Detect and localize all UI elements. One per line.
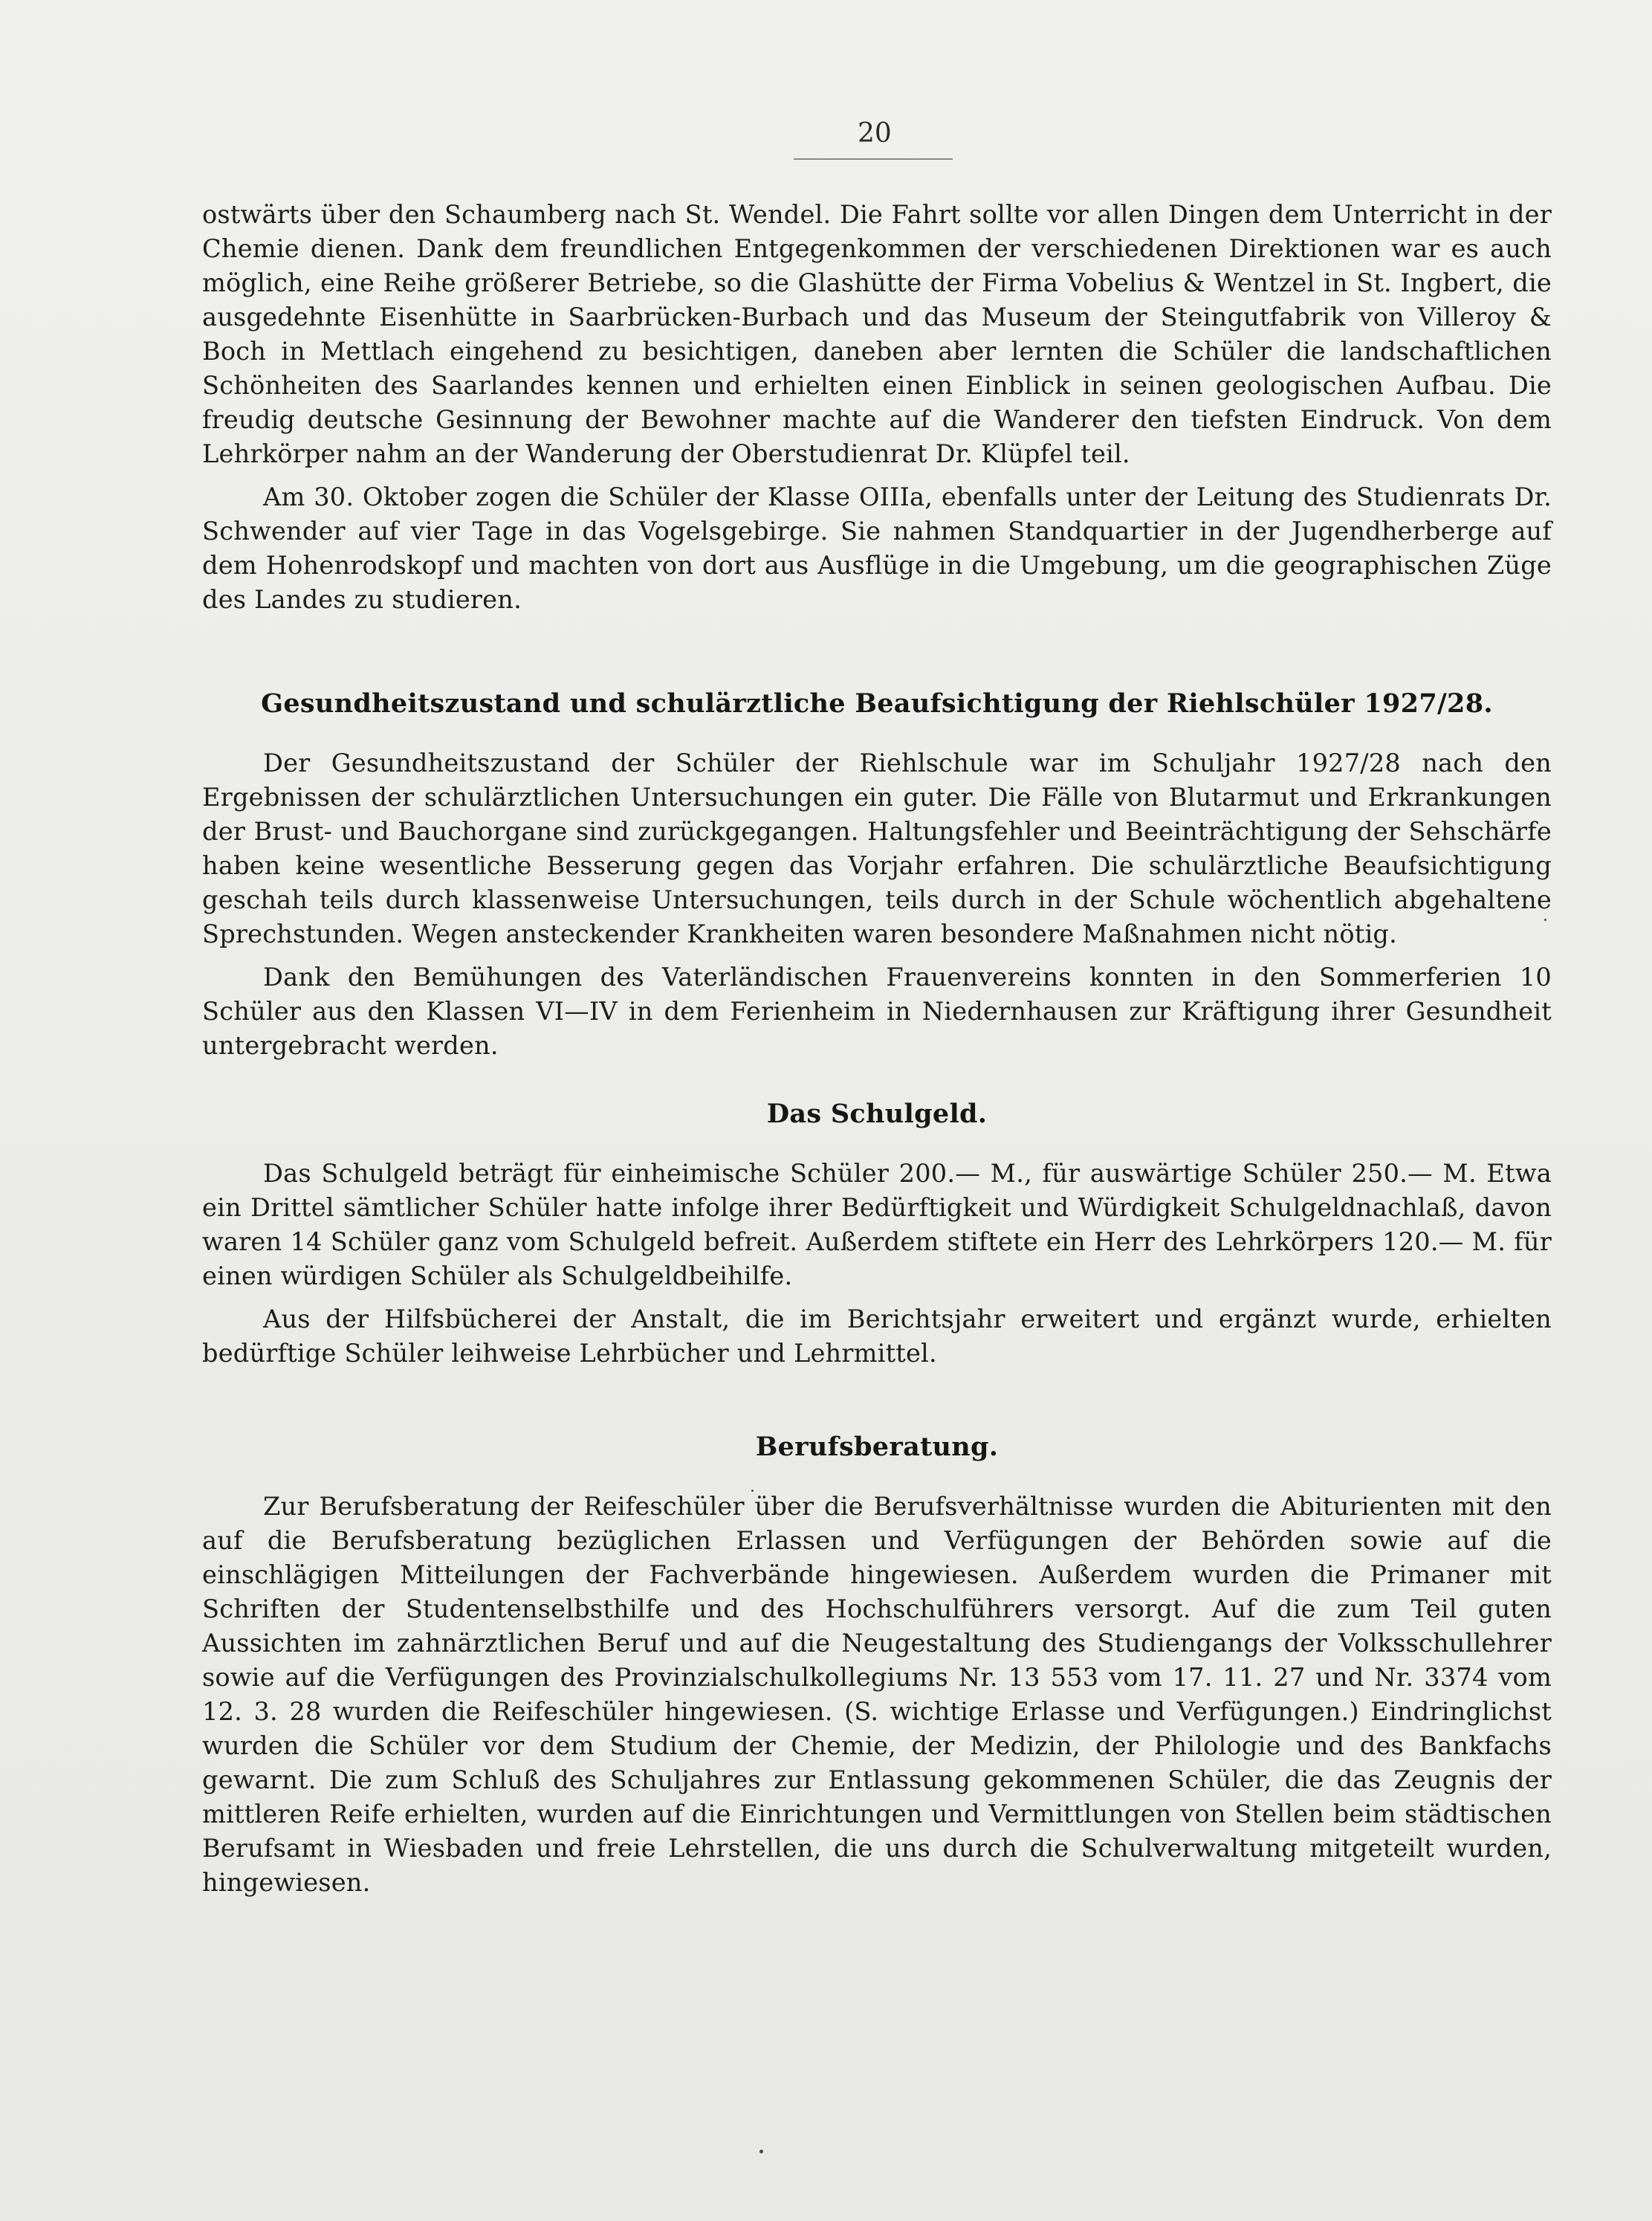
section-fee-paragraph-2: Aus der Hilfsbücherei der Anstalt, die im Berichtsjahr erweitert und ergänzt wurde, erhielten bedürftige Schüler leihweise Lehrbücher und Lehrmittel. xyxy=(202,1305,1552,1368)
page-content xyxy=(202,198,1552,1900)
page-number: 20 xyxy=(858,118,892,149)
scan-speck xyxy=(759,2150,763,2153)
section-health-heading: Gesundheitszustand und schulärztliche Beaufsichtigung der Riehlschüler 1927/28. xyxy=(261,688,1493,719)
intro-paragraph-2: Am 30. Oktober zogen die Schüler der Klasse OIIIa, ebenfalls unter der Leitung des Studienrats Dr. Schwender auf vier Tage in das Vogelsgebirge. Sie nahmen Standquartier in der Jugendherberge auf dem Hohenrodskopf und machten von dort aus Ausflüge in die Umgebung, um die geographischen Züge des Landes zu studieren. xyxy=(202,482,1552,614)
section-career-paragraph-1: Zur Berufsberatung der Reifeschüler über die Berufsverhältnisse wurden die Abiturienten mit den auf die Berufsberatung bezüglichen Erlassen und Verfügungen der Behörden sowie auf die einschlägigen Mitteilungen der Fachverbände hingewiesen. Außerdem wurden die Primaner mit Schriften der Studentenselbsthilfe und des Hochschulführers versorgt. Auf die zum Teil guten Aussichten im zahnärztlichen Beruf und auf die Neugestaltung des Studiengangs der Volksschullehrer sowie auf die Verfügungen des Provinzialschulkollegiums Nr. 13 553 vom 17. 11. 27 und Nr. 3374 vom 12. 3. 28 wurden die Reifeschüler hingewiesen. (S. wichtige Erlasse und Verfügungen.) Eindringlichst wurden die Schüler vor dem Studium der Chemie, der Medizin, der Philologie und des Bankfachs gewarnt. Die zum Schluß des Schuljahres zur Entlassung gekommenen Schüler, die das Zeugnis der mittleren Reife erhielten, wurden auf die Einrichtungen und Vermittlungen von Stellen beim städtischen Berufsamt in Wiesbaden und freie Lehrstellen, die uns durch die Schulverwaltung mitgeteilt wurden, hingewiesen. xyxy=(202,1492,1552,1897)
intro-paragraph-1: ostwärts über den Schaumberg nach St. Wendel. Die Fahrt sollte vor allen Dingen dem Unterricht in der Chemie dienen. Dank dem freundlichen Entgegenkommen der verschiedenen Direktionen war es auch möglich, eine Reihe größerer Betriebe, so die Glashütte der Firma Vobelius & Wentzel in St. Ingbert, die ausgedehnte Eisenhütte in Saarbrücken-Burbach und das Museum der Steingutfabrik von Villeroy & Boch in Mettlach eingehend zu besichtigen, daneben aber lernten die Schüler die landschaftlichen Schönheiten des Saarlandes kennen und erhielten einen Einblick in seinen geologischen Aufbau. Die freudig deutsche Gesinnung der Bewohner machte auf die Wanderer den tiefsten Eindruck. Von dem Lehrkörper nahm an der Wanderung der Oberstudienrat Dr. Klüpfel teil. xyxy=(202,200,1552,468)
section-fee-paragraph-1: Das Schulgeld beträgt für einheimische Schüler 200.— M., für auswärtige Schüler 250.— M. Etwa ein Drittel sämtlicher Schüler hatte infolge ihrer Bedürftigkeit und Würdigkeit Schulgeldnachlaß, davon waren 14 Schüler ganz vom Schulgeld befreit. Außerdem stiftete ein Herr des Lehrkörpers 120.— M. für einen würdigen Schüler als Schulgeldbeihilfe. xyxy=(202,1159,1552,1290)
section-health-paragraph-2: Dank den Bemühungen des Vaterländischen Frauenvereins konnten in den Sommerferien 10 Schüler aus den Klassen VI—IV in dem Ferienheim in Niedernhausen zur Kräftigung ihrer Gesundheit untergebracht werden. xyxy=(202,963,1552,1060)
section-fee-heading: Das Schulgeld. xyxy=(766,1099,988,1129)
section-health-paragraph-1: Der Gesundheitszustand der Schüler der Riehlschule war im Schuljahr 1927/28 nach den Ergebnissen der schulärztlichen Untersuchungen ein guter. Die Fälle von Blutarmut und Erkrankungen der Brust- und Bauchorgane sind zurückgegangen. Haltungsfehler und Beeinträchtigung der Sehschärfe haben keine wesentliche Besserung gegen das Vorjahr erfahren. Die schulärztliche Beaufsichtigung geschah teils durch klassenweise Untersuchungen, teils durch in der Schule wöchentlich abgehaltene Sprechstunden. Wegen ansteckender Krankheiten waren besondere Maßnahmen nicht nötig. xyxy=(202,749,1552,948)
scan-speck xyxy=(1544,919,1546,921)
page-number-rule xyxy=(794,158,953,160)
scan-speck xyxy=(751,1490,754,1492)
section-career-heading: Berufsberatung. xyxy=(755,1432,999,1462)
